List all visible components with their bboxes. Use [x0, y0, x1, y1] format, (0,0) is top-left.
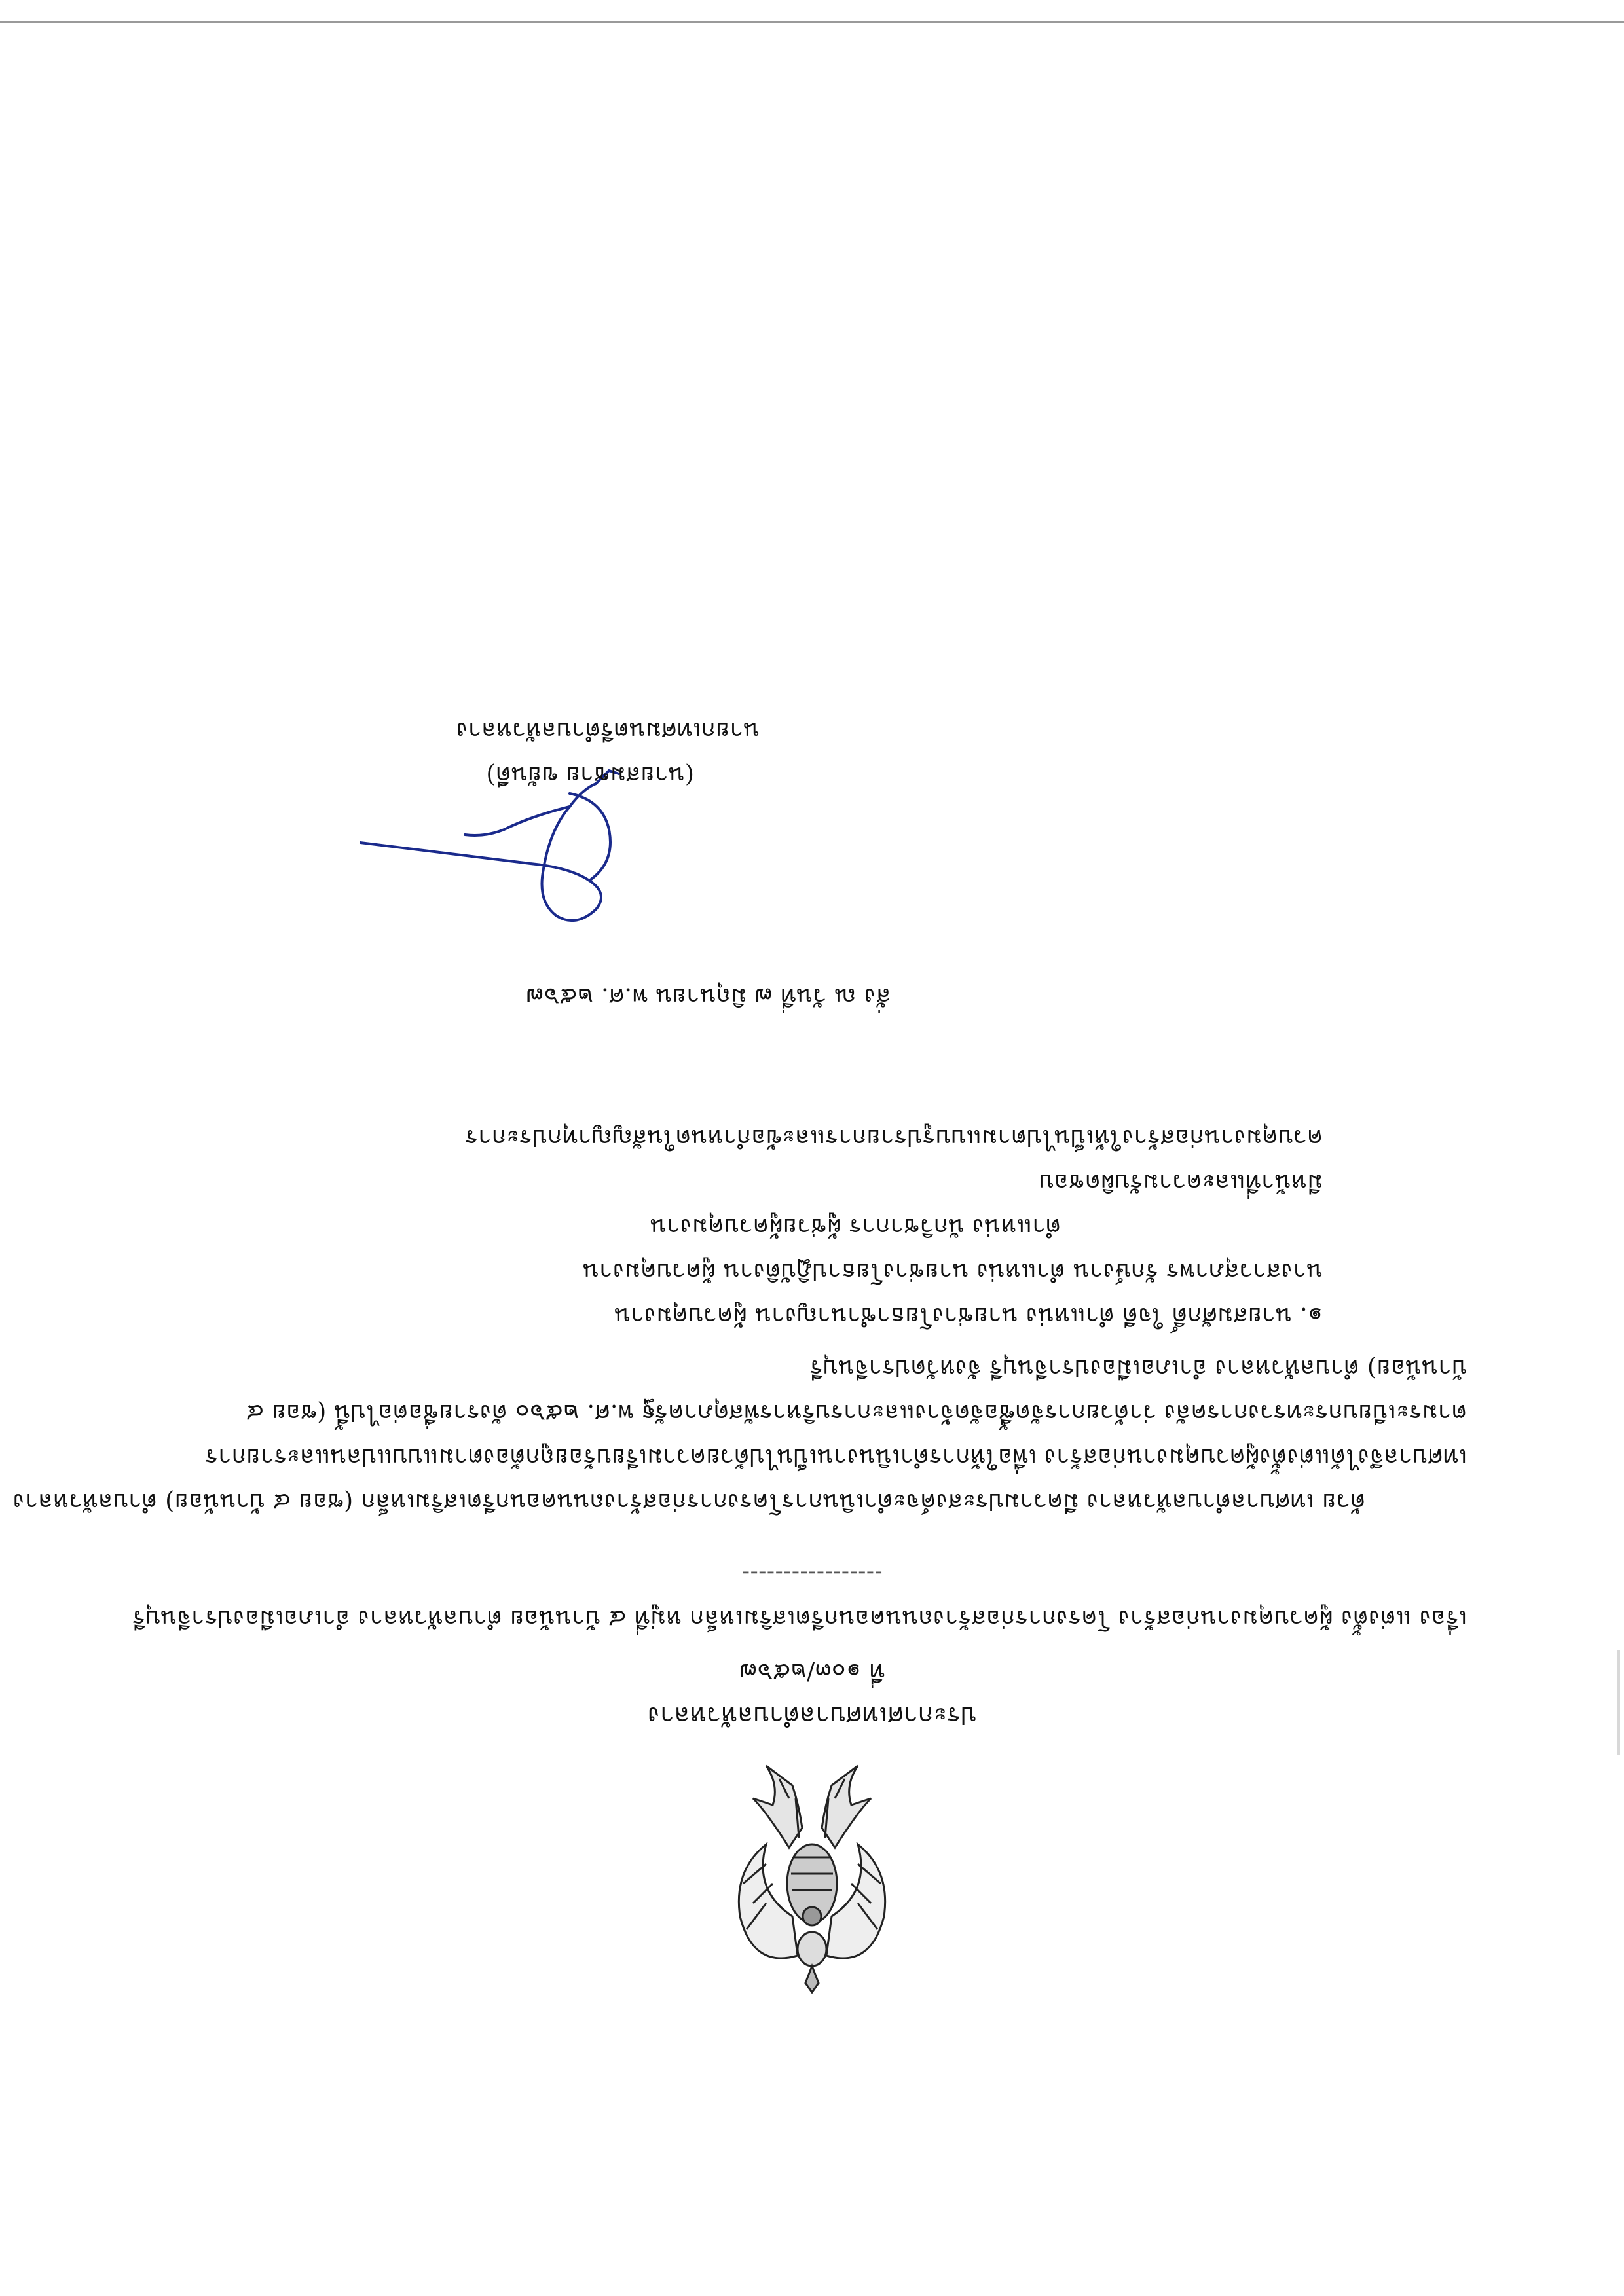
garuda-emblem-icon [727, 1746, 897, 1995]
list-item: นางสาวสุภาพร รักษ์งาน ตำแหน่ง นายช่างโยธาปฏิบัติงาน ผู้ควบคุมงาน [582, 1258, 1323, 1285]
document-number: ที่ ๑๐๓/๒๕๖๗ [739, 1658, 885, 1685]
date-line: สั่ง ณ วันที่ ๗ มิถุนายน พ.ศ. ๒๕๖๗ [525, 983, 891, 1010]
paragraph-line: บ้านน้อย) ตำบลหัวหลาง อำเภอเมืองปราจีนบุรี จังหวัดปราจีนบุรี [809, 1355, 1467, 1381]
list-item: ควบคุมงานก่อสร้างให้เป็นไปตามแบบรูปรายการและข้อกำหนดในสัญญาทุกประการ [464, 1124, 1323, 1151]
list-item: ตำแหน่ง นักวิชาการ ผู้ช่วยผู้ควบคุมงาน [650, 1213, 1061, 1240]
list-item: ๑. นายสมศักดิ์ ใจดี ตำแหน่ง นายช่างโยธาชำนาญงาน ผู้ควบคุมงาน [614, 1302, 1323, 1329]
scan-edge-line [0, 21, 1624, 23]
margin-mark [1617, 1650, 1620, 1755]
signer-position: นายกเทศมนตรีตำบลหัวหลาง [456, 717, 760, 744]
announcement-title: ประกาศเทศบาลตำบลหัวหลาง [647, 1702, 977, 1730]
section-divider: ----------------- [741, 1560, 883, 1587]
subject-line: เรื่อง แต่งตั้ง ผู้ควบคุมงานก่อสร้าง โครงการก่อสร้างถนนคอนกรีตเสริมเหล็ก หมู่ที่ ๔ บ้านน้อย ตำบลหัวหลาง อำเภอเมืองปราจีนบุรี [132, 1605, 1467, 1631]
paragraph-line: ตามระเบียบกระทรวงการคลัง ว่าด้วยการจัดซื้อจัดจ้างและการบริหารพัสดุภาครัฐ พ.ศ. ๒๕๖๐ ดังรายชื่อต่อไปนี้ (ซอย ๔ [246, 1399, 1467, 1426]
paragraph-line: เทศบาลจึงได้แต่งตั้งผู้ควบคุมงานก่อสร้าง เพื่อให้การดำเนินงานเป็นไปด้วยความเรียบร้อยถูกต้องตามแบบแปลนและรายการ [204, 1444, 1467, 1470]
signer-name: (นายสมชาย ขยันดี) [485, 761, 694, 788]
list-item: มีหน้าที่และความรับผิดชอบ [1039, 1169, 1323, 1195]
paragraph-line: ด้วย เทศบาลตำบลหัวหลาง มีความประสงค์จะดำเนินการโครงการก่อสร้างถนนคอนกรีตเสริมเหล็ก (ซอย ๔ บ้านน้อย) ตำบลหัวหลาง [12, 1488, 1365, 1515]
